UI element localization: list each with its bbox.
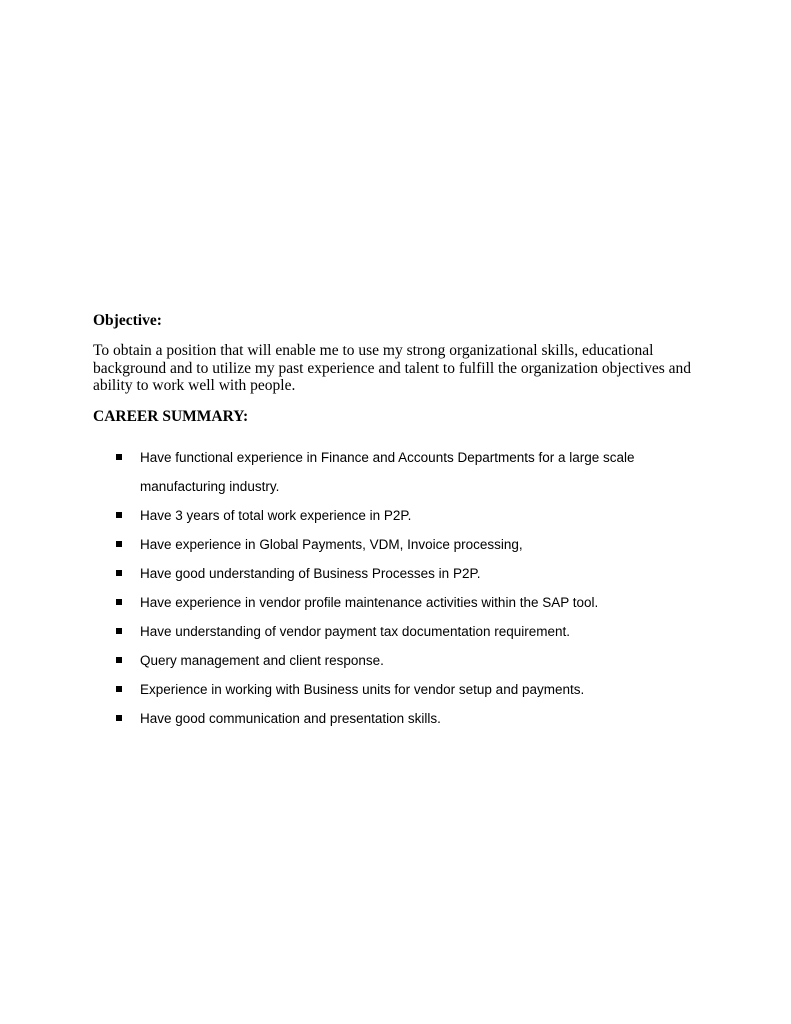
list-item-line: Have functional experience in Finance and Accounts Departments for a large scale xyxy=(140,450,635,465)
list-item-line: Have experience in vendor profile maintenance activities within the SAP tool. xyxy=(140,595,599,610)
list-item xyxy=(116,704,635,733)
list-item-line: Have experience in Global Payments, VDM, Invoice processing, xyxy=(140,537,523,552)
list-item xyxy=(116,675,635,704)
list-item-text xyxy=(140,588,635,617)
list-item xyxy=(116,530,635,559)
list-item xyxy=(116,646,635,675)
square-bullet-icon xyxy=(116,454,122,460)
list-item-text xyxy=(140,646,635,675)
square-bullet-icon xyxy=(116,686,122,692)
list-item-text xyxy=(140,443,635,501)
list-item-line: Have 3 years of total work experience in P2P. xyxy=(140,508,412,523)
list-item-text xyxy=(140,530,635,559)
list-item-line: Have good communication and presentation skills. xyxy=(140,711,441,726)
list-item-text xyxy=(140,559,635,588)
list-item-line: Have understanding of vendor payment tax documentation requirement. xyxy=(140,624,571,639)
list-item xyxy=(116,559,635,588)
list-item-line: manufacturing industry. xyxy=(140,479,280,494)
square-bullet-icon xyxy=(116,512,122,518)
list-item xyxy=(116,588,635,617)
square-bullet-icon xyxy=(116,657,122,663)
square-bullet-icon xyxy=(116,628,122,634)
list-item xyxy=(116,443,635,501)
square-bullet-icon xyxy=(116,570,122,576)
objective-paragraph xyxy=(93,342,713,395)
square-bullet-icon xyxy=(116,599,122,605)
square-bullet-icon xyxy=(116,541,122,547)
list-item-line: Query management and client response. xyxy=(140,653,384,668)
list-item-line: Experience in working with Business units for vendor setup and payments. xyxy=(140,682,585,697)
objective-line: To obtain a position that will enable me to use my strong organizational skills, educational xyxy=(93,342,654,359)
list-item xyxy=(116,501,635,530)
list-item-text xyxy=(140,617,635,646)
objective-line: background and to utilize my past experience and talent to fulfill the organization objectives and xyxy=(93,359,691,377)
list-item-text xyxy=(140,675,635,704)
career-summary-heading: CAREER SUMMARY: xyxy=(93,408,249,425)
square-bullet-icon xyxy=(116,715,122,721)
list-item-text xyxy=(140,501,635,530)
list-item-text xyxy=(140,704,635,733)
career-summary-list xyxy=(116,443,635,733)
list-item xyxy=(116,617,635,646)
objective-heading: Objective: xyxy=(93,312,162,329)
objective-line: ability to work well with people. xyxy=(93,377,296,394)
list-item-line: Have good understanding of Business Processes in P2P. xyxy=(140,566,481,581)
